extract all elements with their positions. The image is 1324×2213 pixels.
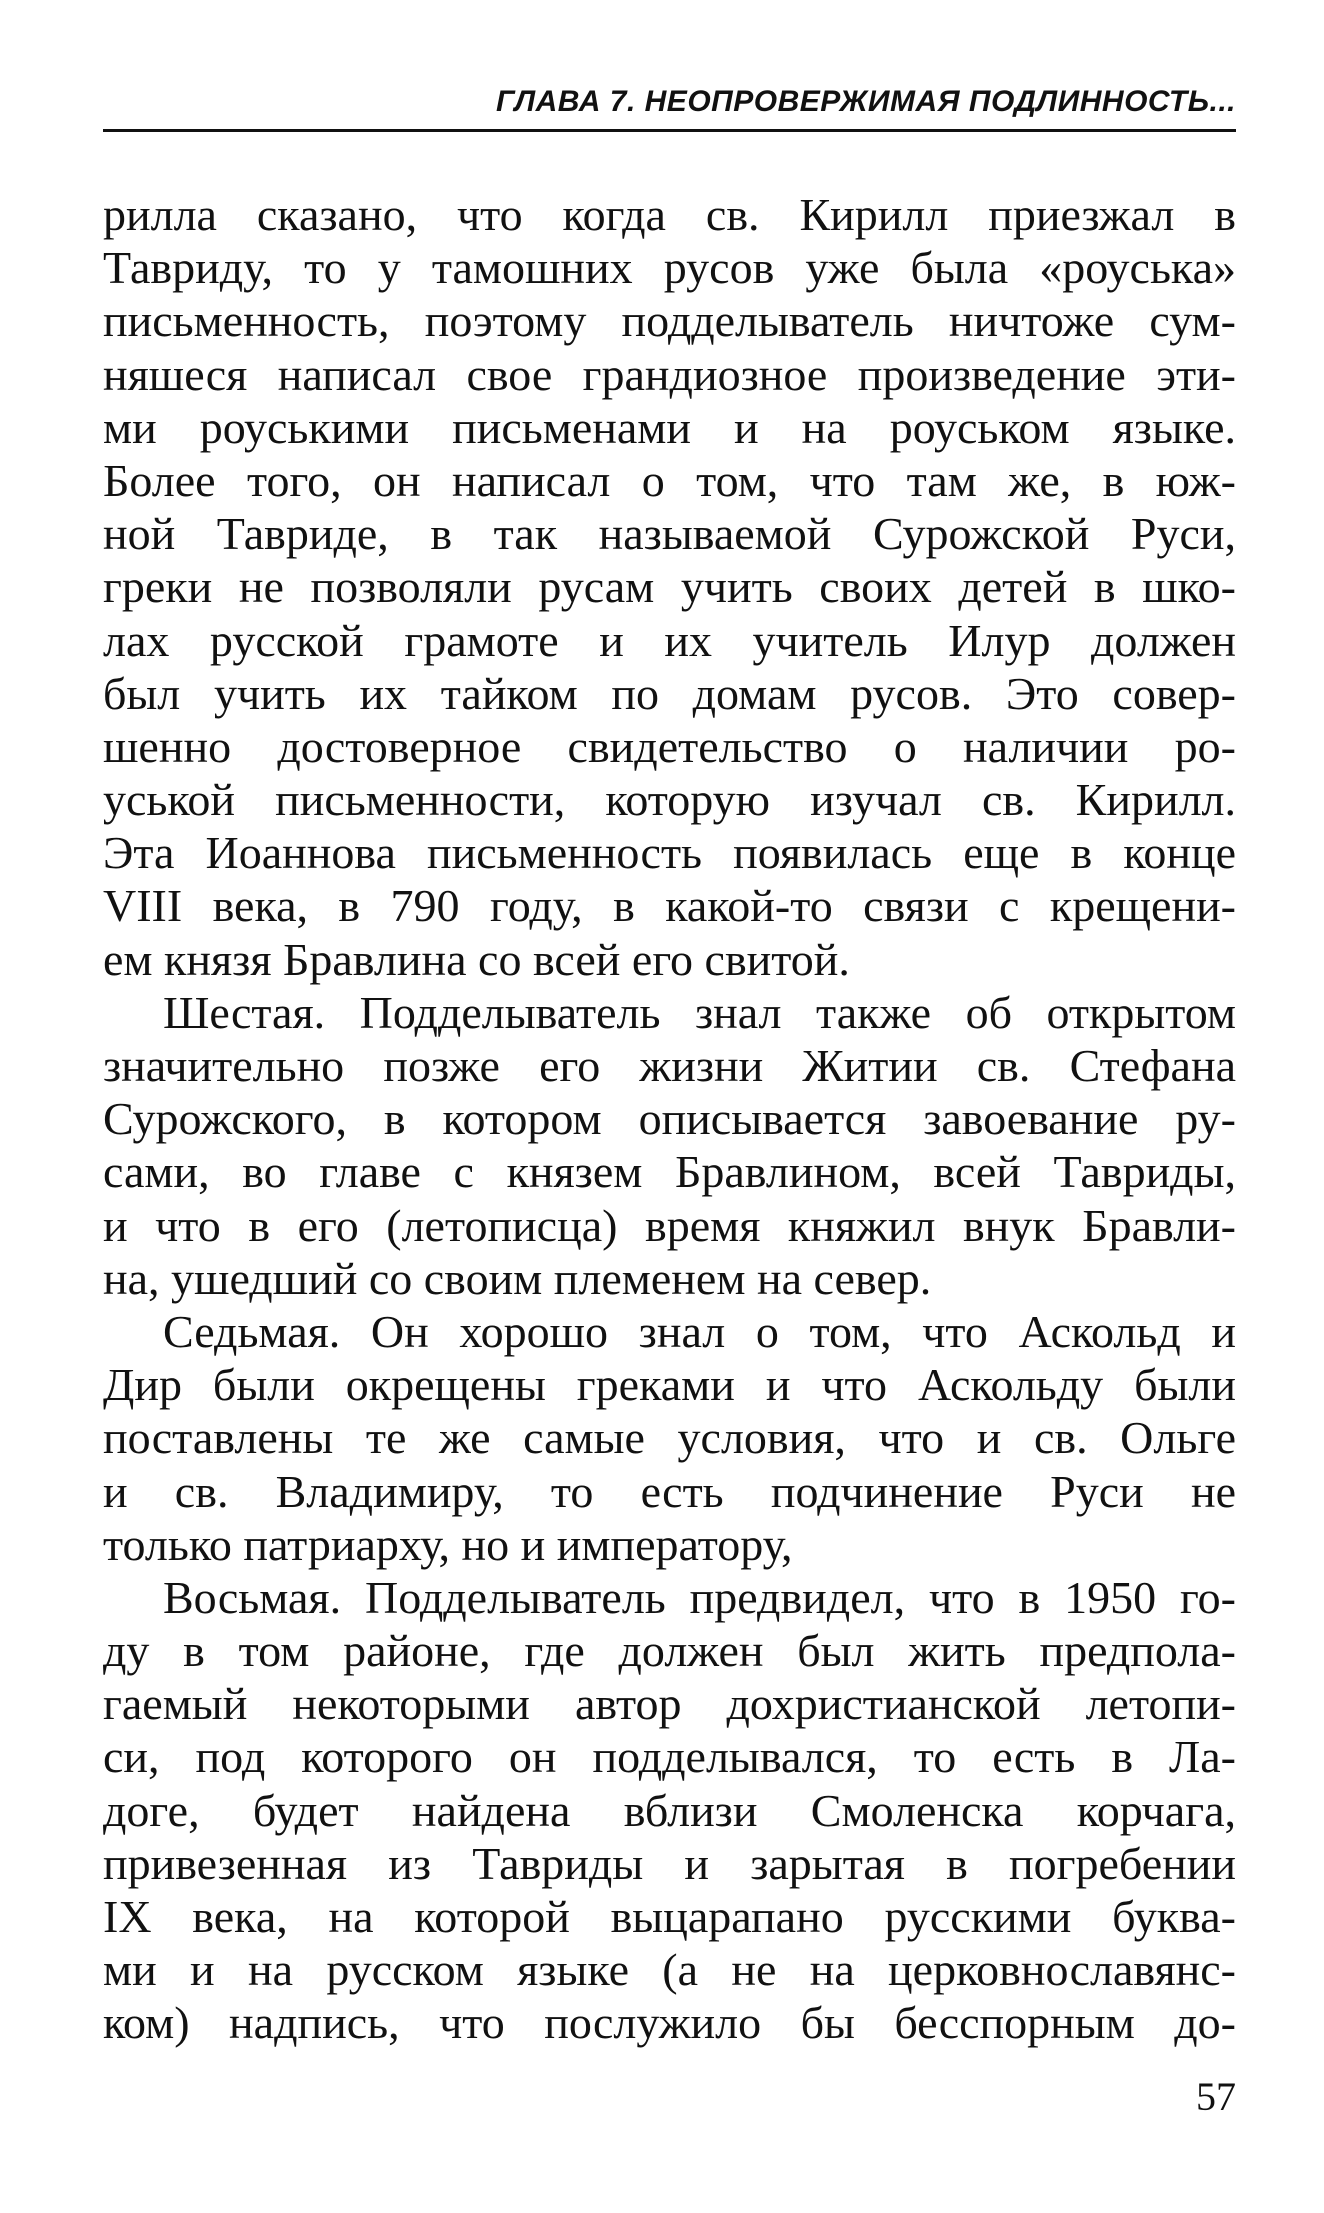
text-line: Восьмая. Подделыватель предвидел, что в 1950 го- bbox=[163, 1571, 1236, 1623]
paragraph bbox=[103, 188, 1236, 986]
text-line: Дир были окрещены греками и что Аскольду были bbox=[103, 1359, 1236, 1411]
text-line: ми и на русском языке (а не на церковнославянс- bbox=[103, 1944, 1236, 1996]
text-line: ем князя Бравлина со всей его свитой. bbox=[103, 933, 850, 985]
text-line: и что в его (летописца) время княжил внук Бравли- bbox=[103, 1199, 1236, 1251]
text-line: Тавриду, то у тамошних русов уже была «роуська» bbox=[103, 242, 1236, 294]
text-line: привезенная из Тавриды и зарытая в погребении bbox=[103, 1837, 1236, 1889]
running-header: ГЛАВА 7. НЕОПРОВЕРЖИМАЯ ПОДЛИННОСТЬ... bbox=[495, 85, 1236, 118]
text-line: си, под которого он подделывался, то есть в Ла- bbox=[103, 1731, 1236, 1783]
text-line: поставлены те же самые условия, что и св. Ольге bbox=[103, 1412, 1236, 1464]
header-rule bbox=[103, 129, 1236, 132]
text-line: письменность, поэтому подделыватель ничтоже сум- bbox=[103, 295, 1236, 347]
text-line: ной Тавриде, в так называемой Сурожской Руси, bbox=[103, 508, 1236, 560]
text-line: Сурожского, в котором описывается завоевание ру- bbox=[103, 1093, 1236, 1145]
text-line: только патриарху, но и императору, bbox=[103, 1518, 793, 1570]
text-line: греки не позволяли русам учить своих детей в шко- bbox=[103, 561, 1236, 613]
text-line: рилла сказано, что когда св. Кирилл приезжал в bbox=[103, 189, 1236, 240]
text-line: шенно достоверное свидетельство о наличии ро- bbox=[103, 720, 1236, 772]
text-line: VIII века, в 790 году, в какой-то связи с крещени- bbox=[103, 880, 1236, 932]
text-line: уськой письменности, которую изучал св. Кирилл. bbox=[103, 774, 1236, 826]
page-number: 57 bbox=[1196, 2074, 1236, 2119]
text-line: на, ушедший со своим племенем на север. bbox=[103, 1252, 932, 1304]
text-line: IX века, на которой выцарапано русскими буква- bbox=[103, 1891, 1236, 1942]
text-line: был учить их тайком по домам русов. Это совер- bbox=[103, 667, 1236, 719]
text-line: гаемый некоторыми автор дохристианской летопи- bbox=[103, 1678, 1236, 1730]
text-line: Эта Иоаннова письменность появилась еще в конце bbox=[103, 827, 1236, 879]
text-line: ком) надпись, что послужило бы бесспорным до- bbox=[103, 1997, 1236, 2049]
text-line: Шестая. Подделыватель знал также об открытом bbox=[163, 986, 1236, 1038]
text-line: Седьмая. Он хорошо знал о том, что Аскольд и bbox=[163, 1305, 1236, 1357]
text-line: доге, будет найдена вблизи Смоленска корчага, bbox=[103, 1784, 1236, 1836]
paragraph bbox=[103, 1571, 1236, 2050]
text-line: ми роуськими письменами и на роуськом языке. bbox=[103, 401, 1236, 453]
text-line: и св. Владимиру, то есть подчинение Руси не bbox=[103, 1465, 1236, 1517]
paragraph bbox=[103, 986, 1236, 1305]
body-text bbox=[103, 188, 1236, 2050]
text-line: лах русской грамоте и их учитель Илур должен bbox=[103, 614, 1236, 666]
text-line: Более того, он написал о том, что там же, в юж- bbox=[103, 454, 1236, 506]
text-line: значительно позже его жизни Житии св. Стефана bbox=[103, 1040, 1236, 1091]
paragraph bbox=[103, 1305, 1236, 1571]
text-line: ду в том районе, где должен был жить предпола- bbox=[103, 1625, 1236, 1677]
text-line: сами, во главе с князем Бравлином, всей Тавриды, bbox=[103, 1146, 1236, 1198]
text-line: няшеся написал свое грандиозное произведение эти- bbox=[103, 348, 1236, 400]
